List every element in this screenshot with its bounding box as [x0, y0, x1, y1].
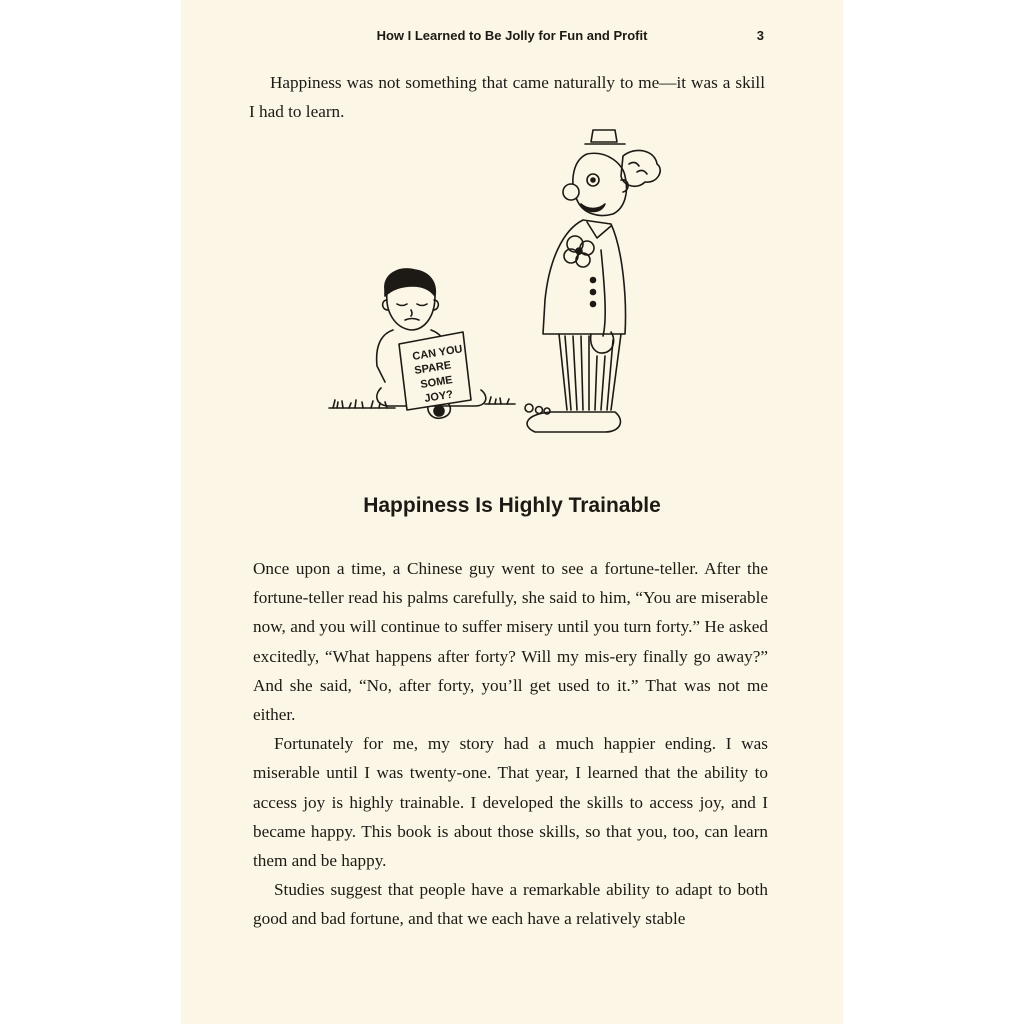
- book-page: [181, 0, 843, 1024]
- clown-figure: [525, 130, 660, 432]
- cartoon-illustration: [325, 120, 677, 450]
- body-text: [253, 554, 768, 934]
- paragraph-2: Fortunately for me, my story had a much happier ending. I was miserable until I was twenty-one. That year, I learned that the ability to access joy is highly trainable. I developed the skills to access joy, and I became happy. This book is about those skills, so that you, too, can learn them and be happy.: [253, 734, 768, 871]
- sign-line-4: JOY?: [423, 388, 454, 405]
- sign-line-1: CAN YOU: [411, 343, 464, 363]
- running-header: How I Learned to Be Jolly for Fun and Profit: [376, 28, 648, 43]
- intro-paragraph: Happiness was not something that came naturally to me—it was a skill I had to learn.: [249, 73, 765, 122]
- lapel-flower: [564, 236, 594, 267]
- page-number: 3: [756, 28, 764, 43]
- sign-line-2: SPARE: [413, 359, 453, 377]
- sign-board: [399, 332, 471, 410]
- paragraph-1: Once upon a time, a Chinese guy went to see a fortune-teller. After the fortune-teller read his palms carefully, she said to him, “You are miserable now, and you will continue to suffer misery until you turn forty.” He asked excitedly, “What happens after forty? Will my mis-ery finally go away?” And she said, “No, after forty, you’ll get used to it.” That was not me either.: [253, 559, 768, 725]
- paragraph-3: Studies suggest that people have a remarkable ability to adapt to both good and bad fortune, and that we each have a relatively stable: [253, 880, 768, 929]
- sign-line-3: SOME: [419, 374, 454, 391]
- section-heading: Happiness Is Highly Trainable: [363, 494, 661, 517]
